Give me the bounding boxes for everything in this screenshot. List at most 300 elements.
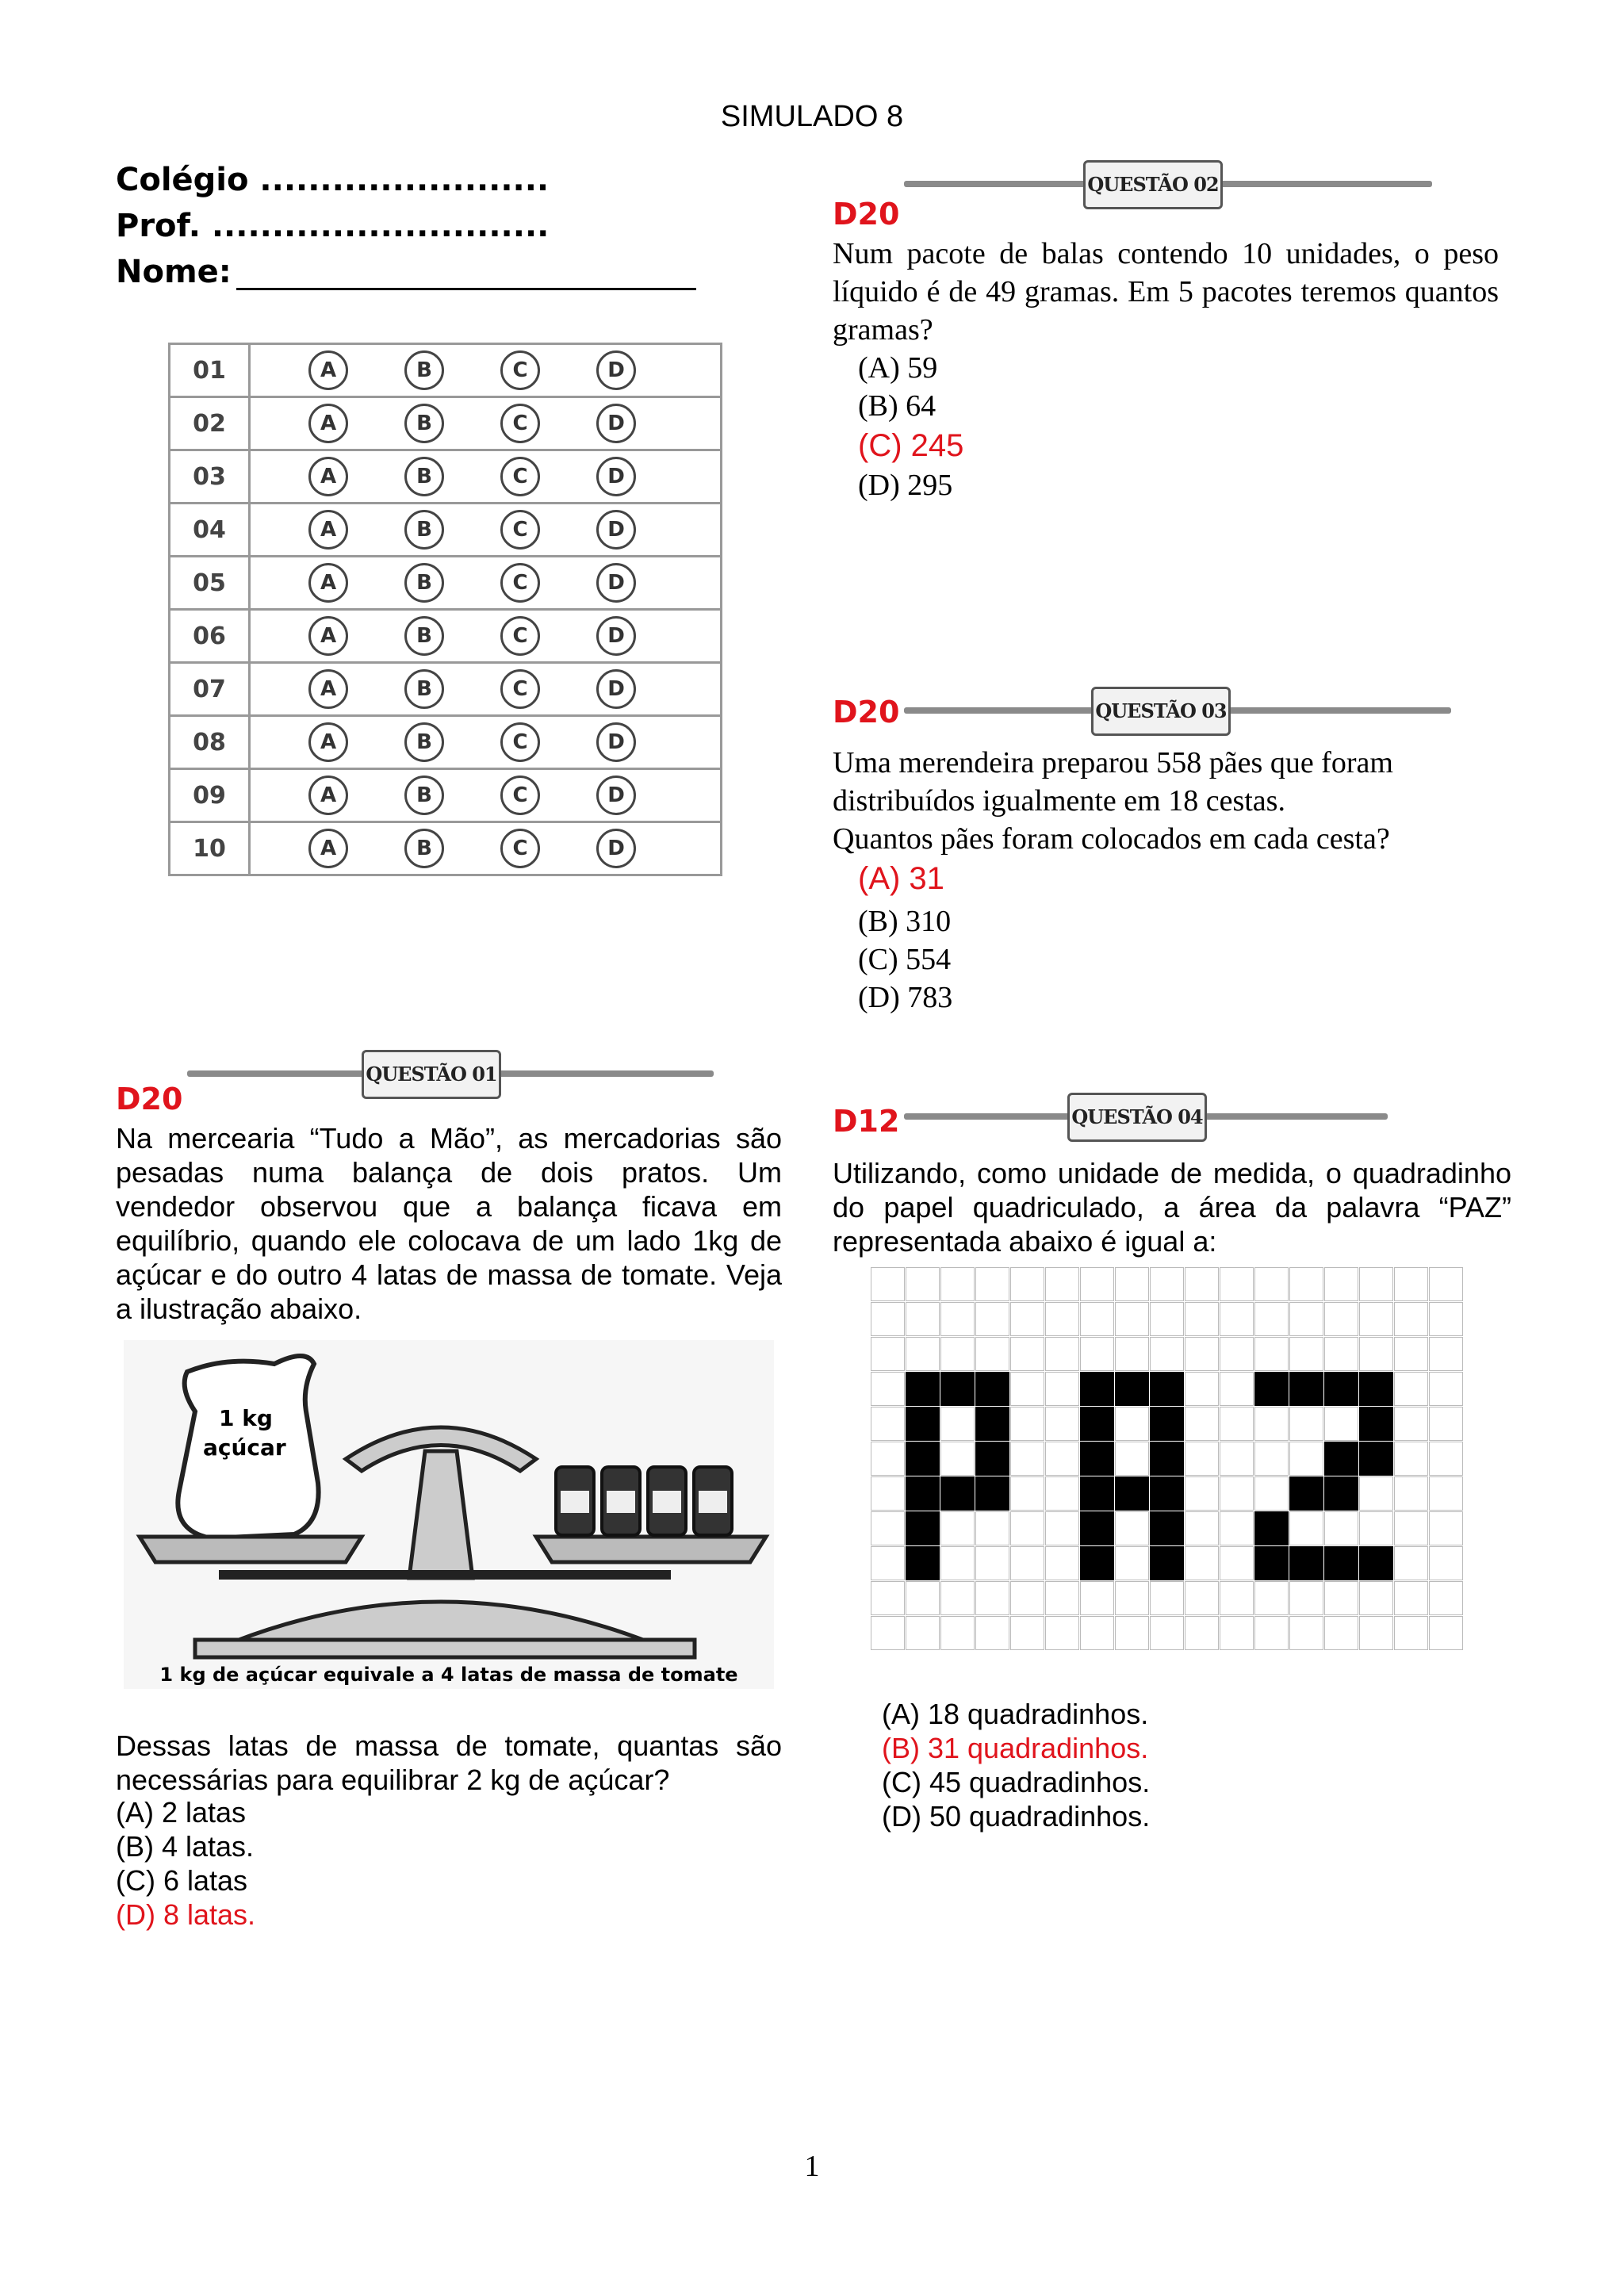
grid-square — [1254, 1407, 1289, 1441]
answer-bubble-c[interactable]: C — [500, 722, 540, 762]
grid-square — [1220, 1267, 1254, 1301]
grid-square — [1220, 1372, 1254, 1406]
grid-square — [1254, 1442, 1289, 1476]
grid-square — [1080, 1442, 1114, 1476]
answer-bubbles — [250, 557, 722, 610]
grid-square — [1115, 1546, 1149, 1580]
grid-square — [871, 1337, 905, 1371]
grid-square — [1254, 1476, 1289, 1511]
balance-beam — [219, 1570, 671, 1580]
grid-square — [1394, 1442, 1428, 1476]
grid-square — [1115, 1511, 1149, 1545]
grid-square — [1429, 1616, 1463, 1650]
grid-square — [940, 1407, 975, 1441]
answer-bubble-a[interactable]: A — [308, 563, 348, 603]
question-02-banner-label: QUESTÃO 02 — [1083, 160, 1223, 209]
answer-row-number: 08 — [170, 716, 250, 769]
grid-square — [1115, 1581, 1149, 1615]
grid-square — [1359, 1407, 1393, 1441]
grid-square — [1394, 1407, 1428, 1441]
grid-square — [906, 1476, 940, 1511]
grid-square — [1429, 1581, 1463, 1615]
nome-field — [116, 254, 696, 290]
answer-bubble-b[interactable]: B — [404, 350, 444, 390]
answer-row — [170, 769, 722, 822]
grid-square — [1254, 1581, 1289, 1615]
grid-square — [1185, 1302, 1219, 1336]
grid-square — [1010, 1546, 1044, 1580]
grid-square — [1150, 1267, 1184, 1301]
grid-square — [1185, 1581, 1219, 1615]
grid-square — [1185, 1407, 1219, 1441]
question-01 — [116, 1045, 782, 1931]
question-03-code: D20 — [833, 695, 900, 730]
answer-bubble-d[interactable]: D — [596, 510, 636, 550]
grid-square — [871, 1407, 905, 1441]
grid-square — [1220, 1511, 1254, 1545]
grid-square — [1324, 1581, 1358, 1615]
answer-row — [170, 663, 722, 716]
grid-square — [1080, 1616, 1114, 1650]
grid-square — [940, 1476, 975, 1511]
answer-bubble-a[interactable]: A — [308, 404, 348, 443]
question-04-option-a: (A) 18 quadradinhos. — [882, 1698, 1149, 1730]
grid-square — [1150, 1337, 1184, 1371]
answer-bubbles — [250, 663, 722, 716]
grid-square — [1150, 1616, 1184, 1650]
answer-bubble-a[interactable]: A — [308, 510, 348, 550]
answer-row — [170, 344, 722, 397]
question-01-option-d: (D) 8 latas. — [116, 1898, 256, 1931]
grid-square — [1115, 1442, 1149, 1476]
question-04-text: Utilizando, como unidade de medida, o quadradinho do papel quadriculado, a área da palavra “PAZ” representada abaixo é igual a: — [833, 1157, 1511, 1258]
question-01-banner — [187, 1045, 714, 1101]
grid-square — [1045, 1581, 1079, 1615]
grid-square — [1045, 1302, 1079, 1336]
grid-square — [1429, 1372, 1463, 1406]
grid-square — [975, 1267, 1009, 1301]
answer-bubble-b[interactable]: B — [404, 776, 444, 815]
grid-square — [1359, 1267, 1393, 1301]
grid-square — [1185, 1372, 1219, 1406]
answer-row — [170, 504, 722, 557]
grid-square — [1324, 1302, 1358, 1336]
grid-square — [1324, 1442, 1358, 1476]
grid-square — [940, 1442, 975, 1476]
grid-square — [1289, 1546, 1323, 1580]
question-01-option-b: (B) 4 latas. — [116, 1830, 255, 1863]
answer-bubble-d[interactable]: D — [596, 669, 636, 709]
question-03-banner-label: QUESTÃO 03 — [1091, 687, 1231, 736]
grid-square — [1359, 1442, 1393, 1476]
grid-square — [1429, 1302, 1463, 1336]
grid-square — [975, 1581, 1009, 1615]
grid-square — [1045, 1407, 1079, 1441]
grid-square — [1359, 1476, 1393, 1511]
grid-square — [1324, 1337, 1358, 1371]
answer-bubbles — [250, 822, 722, 875]
question-01-text: Na mercearia “Tudo a Mão”, as mercadorias são pesadas numa balança de dois pratos. Um vendedor observou que a balança ficava em equilíbrio, quando ele colocava de um lado 1kg de açúcar e do outro 4 latas de massa de tomate. Veja a ilustração abaixo. — [116, 1122, 782, 1325]
illustration-caption: 1 kg de açúcar equivale a 4 latas de massa de tomate — [159, 1664, 738, 1686]
grid-square — [871, 1442, 905, 1476]
grid-square — [1010, 1372, 1044, 1406]
answer-bubble-b[interactable]: B — [404, 669, 444, 709]
answer-bubble-b[interactable]: B — [404, 457, 444, 496]
question-02-banner — [904, 155, 1432, 211]
grid-square — [871, 1581, 905, 1615]
grid-square — [906, 1407, 940, 1441]
question-02 — [833, 155, 1499, 502]
grid-square — [975, 1407, 1009, 1441]
grid-square — [1394, 1337, 1428, 1371]
answer-bubble-d[interactable]: D — [596, 350, 636, 390]
grid-square — [1185, 1337, 1219, 1371]
grid-square — [940, 1616, 975, 1650]
grid-square — [1045, 1372, 1079, 1406]
grid-square — [1394, 1546, 1428, 1580]
grid-square — [1220, 1302, 1254, 1336]
answer-bubble-d[interactable]: D — [596, 457, 636, 496]
answer-bubbles — [250, 769, 722, 822]
grid-square — [1045, 1267, 1079, 1301]
grid-square — [1010, 1337, 1044, 1371]
answer-bubble-a[interactable]: A — [308, 829, 348, 868]
grid-square — [1394, 1616, 1428, 1650]
grid-square — [1220, 1337, 1254, 1371]
grid-square — [1289, 1442, 1323, 1476]
grid-square — [1429, 1407, 1463, 1441]
grid-square — [1324, 1476, 1358, 1511]
answer-row — [170, 397, 722, 450]
question-02-option-a: (A) 59 — [858, 351, 938, 385]
answer-bubble-b[interactable]: B — [404, 616, 444, 656]
grid-square — [1289, 1337, 1323, 1371]
grid-square — [1010, 1407, 1044, 1441]
answer-bubble-a[interactable]: A — [308, 457, 348, 496]
answer-row-number: 09 — [170, 769, 250, 822]
answer-bubble-c[interactable]: C — [500, 510, 540, 550]
grid-square — [1115, 1476, 1149, 1511]
grid-square — [1115, 1267, 1149, 1301]
grid-square — [1394, 1476, 1428, 1511]
question-03-banner — [904, 682, 1451, 737]
grid-square — [1010, 1267, 1044, 1301]
grid-square — [1254, 1546, 1289, 1580]
grid-square — [1010, 1476, 1044, 1511]
grid-square — [1324, 1407, 1358, 1441]
answer-bubble-c[interactable]: C — [500, 829, 540, 868]
answer-row-number: 02 — [170, 397, 250, 450]
grid-square — [1150, 1476, 1184, 1511]
answer-bubble-c[interactable]: C — [500, 563, 540, 603]
grid-square — [975, 1546, 1009, 1580]
grid-square — [906, 1616, 940, 1650]
answer-sheet-table — [168, 343, 722, 876]
grid-square — [1080, 1302, 1114, 1336]
grid-square — [1429, 1546, 1463, 1580]
grid-square — [871, 1476, 905, 1511]
question-03-option-c: (C) 554 — [858, 943, 952, 976]
grid-square — [940, 1511, 975, 1545]
answer-bubbles — [250, 610, 722, 663]
question-01-banner-label: QUESTÃO 01 — [362, 1050, 501, 1099]
grid-square — [1220, 1476, 1254, 1511]
answer-row-number: 04 — [170, 504, 250, 557]
question-04-option-b: (B) 31 quadradinhos. — [882, 1732, 1149, 1764]
answer-bubble-a[interactable]: A — [308, 776, 348, 815]
grid-square — [1324, 1511, 1358, 1545]
grid-square — [1185, 1511, 1219, 1545]
grid-square — [1150, 1581, 1184, 1615]
grid-square — [940, 1546, 975, 1580]
answer-row — [170, 610, 722, 663]
grid-square — [1150, 1511, 1184, 1545]
question-03-text-3: Quantos pães foram colocados em cada cesta? — [833, 822, 1390, 856]
grid-square — [1115, 1337, 1149, 1371]
grid-square — [1045, 1546, 1079, 1580]
grid-square — [1394, 1511, 1428, 1545]
answer-bubbles — [250, 344, 722, 397]
answer-bubbles — [250, 716, 722, 769]
answer-row-number: 10 — [170, 822, 250, 875]
grid-square — [1289, 1302, 1323, 1336]
question-01-question: Dessas latas de massa de tomate, quantas são necessárias para equilibrar 2 kg de açúcar? — [116, 1729, 782, 1796]
answer-bubble-d[interactable]: D — [596, 404, 636, 443]
grid-square — [871, 1267, 905, 1301]
answer-bubble-c[interactable]: C — [500, 616, 540, 656]
grid-square — [1185, 1546, 1219, 1580]
question-03-option-d: (D) 783 — [858, 981, 953, 1014]
answer-bubble-c[interactable]: C — [500, 669, 540, 709]
question-02-option-c: (C) 245 — [858, 428, 964, 463]
question-02-code: D20 — [833, 197, 900, 232]
grid-square — [975, 1372, 1009, 1406]
answer-bubble-c[interactable]: C — [500, 404, 540, 443]
grid-square — [1359, 1546, 1393, 1580]
question-02-text: Num pacote de balas contendo 10 unidades, o peso líquido é de 49 gramas. Em 5 pacotes teremos quantos gramas? — [833, 237, 1499, 347]
question-01-option-c: (C) 6 latas — [116, 1864, 248, 1897]
answer-bubbles — [250, 397, 722, 450]
grid-square — [1254, 1337, 1289, 1371]
grid-square — [1254, 1511, 1289, 1545]
nome-label: Nome: — [116, 254, 232, 290]
answer-row — [170, 822, 722, 875]
grid-square — [871, 1302, 905, 1336]
grid-square — [906, 1267, 940, 1301]
grid-square — [906, 1337, 940, 1371]
answer-bubbles — [250, 504, 722, 557]
sugar-bag-label-2: açúcar — [203, 1434, 286, 1461]
answer-row-number: 05 — [170, 557, 250, 610]
grid-square — [1115, 1302, 1149, 1336]
question-04 — [833, 1088, 1515, 1833]
grid-square — [1324, 1616, 1358, 1650]
grid-square — [1289, 1616, 1323, 1650]
grid-square — [1220, 1442, 1254, 1476]
grid-square — [940, 1372, 975, 1406]
grid-square — [1010, 1616, 1044, 1650]
grid-square — [1115, 1616, 1149, 1650]
grid-square — [1429, 1511, 1463, 1545]
grid-square — [871, 1511, 905, 1545]
nome-line — [236, 258, 696, 290]
grid-square — [1150, 1407, 1184, 1441]
answer-row — [170, 557, 722, 610]
grid-square — [1429, 1337, 1463, 1371]
grid-square — [1394, 1267, 1428, 1301]
balance-scale-illustration — [124, 1340, 774, 1689]
grid-square — [1045, 1511, 1079, 1545]
grid-square — [1010, 1581, 1044, 1615]
grid-square — [1150, 1546, 1184, 1580]
answer-row-number: 06 — [170, 610, 250, 663]
grid-square — [1045, 1476, 1079, 1511]
grid-square — [1289, 1476, 1323, 1511]
grid-square — [975, 1511, 1009, 1545]
grid-square — [1150, 1302, 1184, 1336]
grid-square — [1045, 1442, 1079, 1476]
prof-field: Prof. ............................ — [116, 208, 550, 244]
grid-square — [1080, 1546, 1114, 1580]
grid-square — [1254, 1372, 1289, 1406]
grid-square — [1115, 1372, 1149, 1406]
answer-bubble-a[interactable]: A — [308, 616, 348, 656]
grid-square — [1254, 1302, 1289, 1336]
grid-square — [1010, 1442, 1044, 1476]
grid-square — [940, 1581, 975, 1615]
question-04-banner-label: QUESTÃO 04 — [1067, 1093, 1207, 1142]
grid-square — [1394, 1302, 1428, 1336]
grid-square — [1429, 1442, 1463, 1476]
answer-bubble-d[interactable]: D — [596, 722, 636, 762]
grid-square — [1429, 1476, 1463, 1511]
grid-square — [1010, 1302, 1044, 1336]
grid-square — [975, 1302, 1009, 1336]
right-pan — [536, 1537, 766, 1562]
answer-bubble-d[interactable]: D — [596, 776, 636, 815]
question-04-option-d: (D) 50 quadradinhos. — [882, 1800, 1151, 1833]
answer-bubble-b[interactable]: B — [404, 510, 444, 550]
grid-square — [1359, 1372, 1393, 1406]
grid-square — [975, 1337, 1009, 1371]
grid-square — [1220, 1581, 1254, 1615]
grid-square — [1394, 1372, 1428, 1406]
grid-square — [1324, 1372, 1358, 1406]
grid-square — [871, 1616, 905, 1650]
grid-square — [1220, 1616, 1254, 1650]
grid-square — [975, 1442, 1009, 1476]
answer-row-number: 07 — [170, 663, 250, 716]
grid-square — [871, 1372, 905, 1406]
answer-row-number: 01 — [170, 344, 250, 397]
grid-square — [1289, 1581, 1323, 1615]
grid-square — [1045, 1616, 1079, 1650]
answer-row-number: 03 — [170, 450, 250, 504]
question-04-banner — [904, 1088, 1388, 1143]
grid-square — [1080, 1511, 1114, 1545]
answer-row — [170, 450, 722, 504]
grid-square — [906, 1546, 940, 1580]
grid-square — [1359, 1581, 1393, 1615]
grid-square — [1394, 1581, 1428, 1615]
grid-square — [1359, 1511, 1393, 1545]
grid-square — [906, 1511, 940, 1545]
grid-square — [1429, 1267, 1463, 1301]
grid-square — [1324, 1267, 1358, 1301]
question-01-option-a: (A) 2 latas — [116, 1796, 247, 1829]
question-02-option-b: (B) 64 — [858, 389, 936, 423]
grid-square — [1115, 1407, 1149, 1441]
question-03-option-a: (A) 31 — [858, 861, 944, 896]
grid-square — [1359, 1337, 1393, 1371]
grid-square — [1185, 1267, 1219, 1301]
grid-square — [1324, 1546, 1358, 1580]
grid-square — [1150, 1442, 1184, 1476]
answer-bubble-a[interactable]: A — [308, 350, 348, 390]
answer-bubble-c[interactable]: C — [500, 457, 540, 496]
grid-square — [1289, 1372, 1323, 1406]
grid-square — [940, 1267, 975, 1301]
answer-bubble-b[interactable]: B — [404, 563, 444, 603]
grid-square — [1254, 1616, 1289, 1650]
answer-bubble-b[interactable]: B — [404, 404, 444, 443]
grid-square — [906, 1581, 940, 1615]
answer-bubble-d[interactable]: D — [596, 563, 636, 603]
question-03 — [833, 682, 1499, 1014]
page-number: 1 — [804, 2150, 820, 2183]
grid-square — [871, 1546, 905, 1580]
grid-square — [1185, 1476, 1219, 1511]
answer-row — [170, 716, 722, 769]
grid-square — [906, 1372, 940, 1406]
question-04-option-c: (C) 45 quadradinhos. — [882, 1766, 1151, 1798]
grid-square — [940, 1302, 975, 1336]
grid-square — [975, 1616, 1009, 1650]
left-pan — [140, 1537, 362, 1562]
grid-square — [1080, 1581, 1114, 1615]
answer-bubble-c[interactable]: C — [500, 350, 540, 390]
paz-grid — [871, 1267, 1467, 1651]
sugar-bag-label-1: 1 kg — [219, 1405, 273, 1431]
grid-square — [975, 1476, 1009, 1511]
question-03-text-2: distribuídos igualmente em 18 cestas. — [833, 784, 1285, 818]
answer-bubble-d[interactable]: D — [596, 829, 636, 868]
grid-square — [1359, 1616, 1393, 1650]
grid-square — [1150, 1372, 1184, 1406]
question-01-code: D20 — [116, 1082, 183, 1116]
answer-bubble-d[interactable]: D — [596, 616, 636, 656]
grid-square — [1080, 1337, 1114, 1371]
grid-square — [1045, 1337, 1079, 1371]
grid-square — [1220, 1546, 1254, 1580]
answer-bubble-b[interactable]: B — [404, 829, 444, 868]
answer-bubble-a[interactable]: A — [308, 669, 348, 709]
answer-bubble-c[interactable]: C — [500, 776, 540, 815]
page-title: SIMULADO 8 — [720, 100, 904, 133]
grid-square — [940, 1337, 975, 1371]
answer-sheet — [168, 343, 722, 876]
answer-bubble-a[interactable]: A — [308, 722, 348, 762]
question-03-option-b: (B) 310 — [858, 905, 952, 938]
grid-square — [1359, 1302, 1393, 1336]
grid-square — [1080, 1407, 1114, 1441]
answer-bubble-b[interactable]: B — [404, 722, 444, 762]
question-03-text-1: Uma merendeira preparou 558 pães que foram — [833, 746, 1393, 779]
grid-square — [1185, 1616, 1219, 1650]
grid-square — [1185, 1442, 1219, 1476]
answer-bubbles — [250, 450, 722, 504]
grid-square — [1080, 1372, 1114, 1406]
